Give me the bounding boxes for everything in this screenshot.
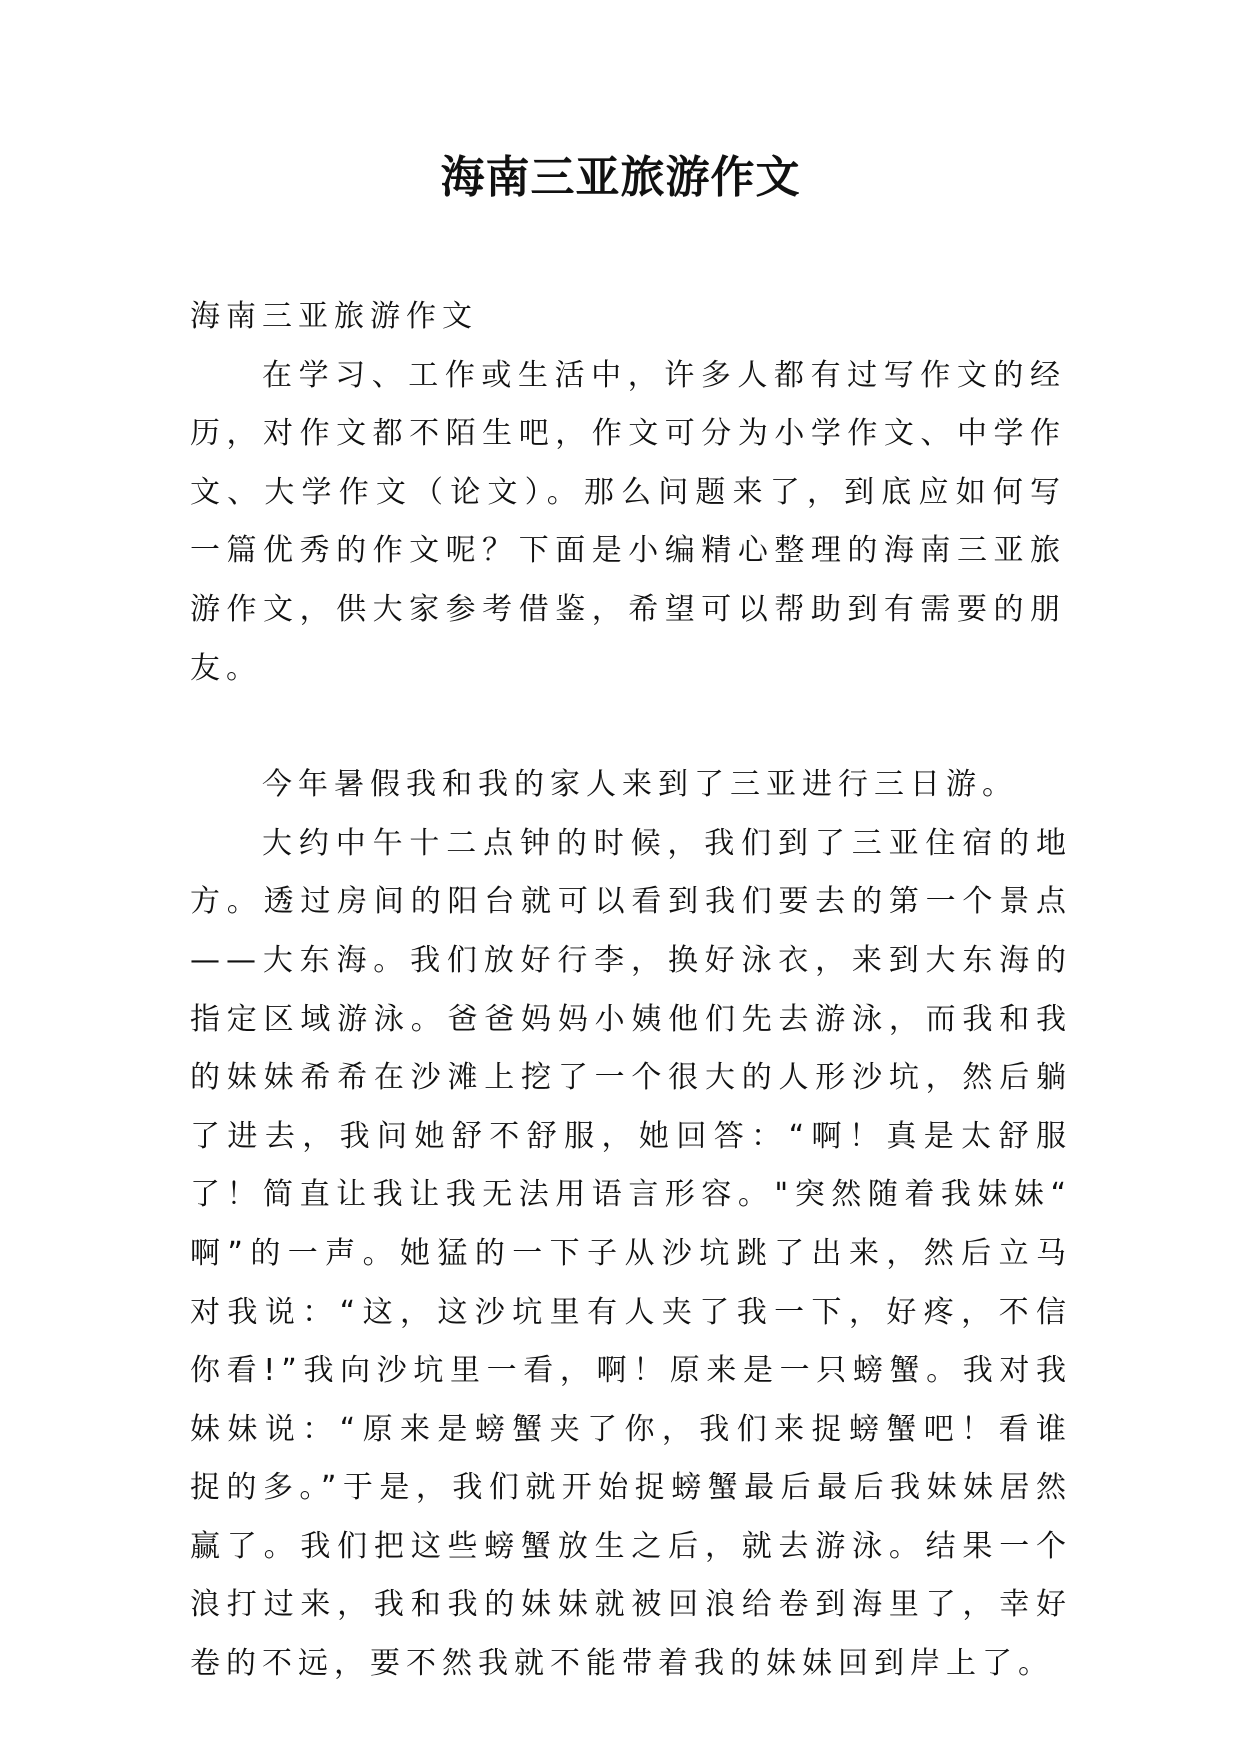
opening-paragraph: 今年暑假我和我的家人来到了三亚进行三日游。 (262, 767, 1018, 803)
story-paragraph: 大约中午十二点钟的时候，我们到了三亚住宿的地方。透过房间的阳台就可以看到我们要去的第一个景点——大东海。我们放好行李，换好泳衣，来到大东海的指定区域游泳。爸爸妈妈小姨他们先去游泳，而我和我的妹妹希希在沙滩上挖了一个很大的人形沙坑，然后躺了进去，我问她舒不舒服，她回答：“啊！真是太舒服了！简直让我让我无法用语言形容。"突然随着我妹妹“啊”的一声。她猛的一下子从沙坑跳了出来，然后立马对我说：“这，这沙坑里有人夹了我一下，好疼，不信你看!”我向沙坑里一看，啊！原来是一只螃蟹。我对我妹妹说：“原来是螃蟹夹了你，我们来捉螃蟹吧！看谁捉的多。”于是，我们就开始捉螃蟹最后最后我妹妹居然赢了。我们把这些螃蟹放生之后，就去游泳。结果一个浪打过来，我和我的妹妹就被回浪给卷到海里了，幸好卷的不远，要不然我就不能带着我的妹妹回到岸上了。 (190, 825, 1072, 1682)
document-title: 海南三亚旅游作文 (440, 152, 801, 203)
document-subtitle: 海南三亚旅游作文 (190, 299, 478, 334)
intro-paragraph: 在学习、工作或生活中，许多人都有过写作文的经历，对作文都不陌生吧，作文可分为小学作文、中学作文、大学作文（论文）。那么问题来了，到底应如何写一篇优秀的作文呢？下面是小编精心整理的海南三亚旅游作文，供大家参考借鉴，希望可以帮助到有需要的朋友。 (190, 357, 1066, 686)
document-body (190, 288, 1072, 1694)
paragraph-gap (190, 698, 1066, 756)
